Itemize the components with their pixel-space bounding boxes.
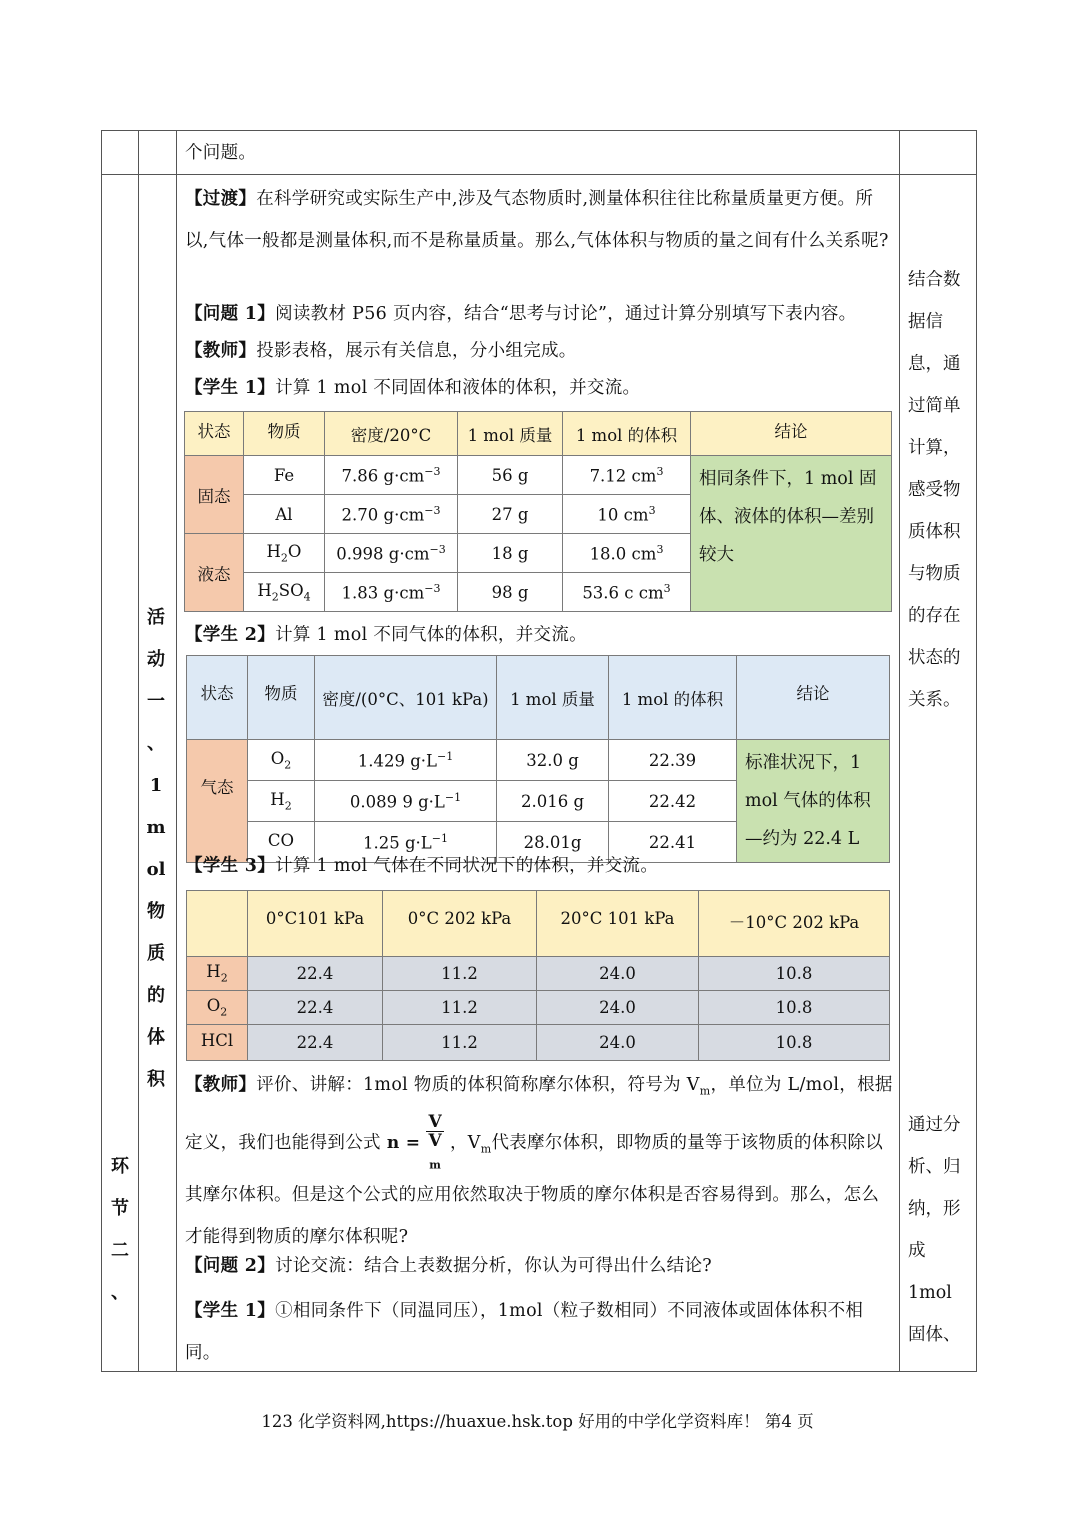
mass-cell: 56 g: [458, 456, 563, 495]
table-row: [187, 740, 890, 781]
note-line: 状态的: [908, 648, 961, 668]
table-header: 0°C 202 kPa: [383, 891, 537, 957]
mass-cell: 28.01g: [497, 822, 609, 863]
substance-cell: Al: [244, 495, 325, 534]
section-label-char: 、: [111, 1282, 129, 1303]
value-cell: 22.4: [248, 957, 383, 991]
gas-cell: $H_2$: [187, 957, 248, 991]
table-header: 密度/(0°C、101 kPa): [315, 656, 497, 740]
note-line: 结合数: [908, 270, 961, 290]
table-header: 1 mol 质量: [497, 656, 609, 740]
volume-cell: 7.12 $cm^3$: [563, 456, 691, 495]
section-label-char: 二: [111, 1240, 129, 1261]
density-cell: 7.86 $g\cdot cm^{-3}$: [325, 456, 458, 495]
teacher-explanation: 【教师】评价、讲解：1mol 物质的体积简称摩尔体积，符号为 $V_m$，单位为 L/mol，根据定义，我们也能得到公式 n = V V $_m$ ，$V_m$代表摩尔体积，即物质的量等于该物质的体积除以其摩尔体积。但是这个公式的应用依然取决于物质的摩尔体积是否容易得到。那么，怎么才能得到物质的摩尔体积呢?: [185, 1075, 893, 1247]
table-row: [185, 456, 892, 495]
design-intent-note-2: [908, 1104, 970, 1356]
note-line: 与物质: [908, 564, 961, 584]
table-header: 状态: [187, 656, 248, 740]
table-row: [187, 991, 890, 1025]
table-header-row: [187, 891, 890, 957]
volume-cell: 53.6 c $cm^3$: [563, 573, 691, 612]
value-cell: 24.0: [537, 1025, 699, 1061]
section-label-char: 环: [111, 1156, 129, 1177]
gas-volume-table: [186, 655, 890, 863]
mass-cell: 27 g: [458, 495, 563, 534]
state-cell: 固态: [185, 456, 244, 534]
section-label: [103, 1146, 137, 1314]
density-cell: 0.089 9 $g\cdot L^{-1}$: [315, 781, 497, 822]
value-cell: 10.8: [699, 1025, 890, 1061]
table-header: 密度/20°C: [325, 412, 458, 456]
activity-label-char: 质: [147, 943, 165, 964]
density-cell: 1.25 $g\cdot L^{-1}$: [315, 822, 497, 863]
table-header: 状态: [185, 412, 244, 456]
activity-label-char: 1: [149, 775, 163, 796]
solid-liquid-volume-table: [184, 411, 892, 612]
activity-label-char: 活: [147, 607, 165, 628]
state-cell: 液态: [185, 534, 244, 612]
table-header: 1 mol 的体积: [609, 656, 737, 740]
density-cell: 0.998 $g\cdot cm^{-3}$: [325, 534, 458, 573]
activity-label-char: 一: [147, 691, 165, 712]
teacher-note-1: 【教师】投影表格，展示有关信息，分小组完成。: [185, 341, 577, 361]
note-line: 成: [908, 1241, 926, 1261]
mass-cell: 18 g: [458, 534, 563, 573]
student-answer-1: 【学生 1】①相同条件下（同温同压），1mol（粒子数相同）不同液体或固体体积不相同。: [185, 1301, 864, 1363]
note-line: 质体积: [908, 522, 961, 542]
student-3-note: 【学生 3】计算 1 mol 气体在不同状况下的体积，并交流。: [185, 856, 659, 876]
table-row: [187, 1025, 890, 1061]
volume-cell: 18.0 $cm^3$: [563, 534, 691, 573]
activity-label-char: 积: [147, 1069, 165, 1090]
table-header: 0°C101 kPa: [248, 891, 383, 957]
volume-cell: 22.39: [609, 740, 737, 781]
note-line: 固体、: [908, 1325, 961, 1345]
table-header-row: [187, 656, 890, 740]
row-divider: [102, 174, 976, 175]
substance-cell: Fe: [244, 456, 325, 495]
column-divider: [899, 131, 900, 1371]
table-header: 物质: [244, 412, 325, 456]
gas-cell: HCl: [187, 1025, 248, 1061]
substance-cell: $O_2$: [248, 740, 315, 781]
volume-cell: 10 $cm^3$: [563, 495, 691, 534]
note-line: 过简单: [908, 396, 961, 416]
conclusion-cell: 标准状况下，1 mol 气体的体积—约为 22.4 L: [737, 740, 890, 863]
transition-paragraph: 【过渡】在科学研究或实际生产中,涉及气态物质时,测量体积往往比称量质量更方便。所以,气体一般都是测量体积,而不是称量质量。那么,气体体积与物质的量之间有什么关系呢?: [185, 189, 889, 251]
mass-cell: 98 g: [458, 573, 563, 612]
value-cell: 10.8: [699, 991, 890, 1025]
density-cell: 1.83 $g\cdot cm^{-3}$: [325, 573, 458, 612]
note-line: 感受物: [908, 480, 961, 500]
student-2-note: 【学生 2】计算 1 mol 不同气体的体积，并交流。: [185, 625, 587, 645]
activity-label-char: 物: [147, 901, 165, 922]
section-label-char: 节: [111, 1198, 129, 1219]
activity-label-char: 体: [147, 1027, 165, 1048]
gas-cell: $O_2$: [187, 991, 248, 1025]
activity-label-char: 动: [147, 649, 165, 670]
gas-conditions-table: [186, 890, 890, 1061]
value-cell: 22.4: [248, 991, 383, 1025]
volume-cell: 22.42: [609, 781, 737, 822]
conclusion-cell: 相同条件下，1 mol 固体、液体的体积—差别较大: [691, 456, 892, 612]
table-header: [187, 891, 248, 957]
note-line: 关系。: [908, 690, 961, 710]
value-cell: 24.0: [537, 957, 699, 991]
table-header: 1 mol 质量: [458, 412, 563, 456]
page-footer: 123 化学资料网,https://huaxue.hsk.top 好用的中学化学资料库！ 第4 页: [261, 1412, 814, 1431]
substance-cell: $H_2O$: [244, 534, 325, 573]
state-cell: 气态: [187, 740, 248, 863]
note-line: 纳，形: [908, 1199, 961, 1219]
column-divider: [176, 131, 177, 1371]
mass-cell: 32.0 g: [497, 740, 609, 781]
activity-label-char: 、: [147, 733, 165, 754]
value-cell: 10.8: [699, 957, 890, 991]
note-line: 的存在: [908, 606, 961, 626]
molar-volume-formula: n = V V $_m$: [386, 1111, 442, 1171]
activity-label-char: m: [146, 817, 166, 838]
mass-cell: 2.016 g: [497, 781, 609, 822]
activity-label-char: ol: [146, 859, 166, 880]
note-line: 1mol: [908, 1283, 952, 1303]
value-cell: 11.2: [383, 1025, 537, 1061]
design-intent-note-1: [908, 259, 970, 721]
note-line: 据信: [908, 312, 943, 332]
question-1: 【问题 1】阅读教材 P56 页内容，结合“思考与讨论”，通过计算分别填写下表内容。: [185, 304, 857, 324]
substance-cell: CO: [248, 822, 315, 863]
student-1-note: 【学生 1】计算 1 mol 不同固体和液体的体积，并交流。: [185, 378, 641, 398]
table-header: 20°C 101 kPa: [537, 891, 699, 957]
table-header: －10°C 202 kPa: [699, 891, 890, 957]
value-cell: 24.0: [537, 991, 699, 1025]
top-row-text: 个问题。: [185, 143, 257, 163]
value-cell: 11.2: [383, 957, 537, 991]
table-header: 结论: [737, 656, 890, 740]
density-cell: 1.429 $g\cdot L^{-1}$: [315, 740, 497, 781]
value-cell: 22.4: [248, 1025, 383, 1061]
table-header: 物质: [248, 656, 315, 740]
substance-cell: $H_2SO_4$: [244, 573, 325, 612]
value-cell: 11.2: [383, 991, 537, 1025]
note-line: 息，通: [908, 354, 961, 374]
volume-cell: 22.41: [609, 822, 737, 863]
density-cell: 2.70 $g\cdot cm^{-3}$: [325, 495, 458, 534]
activity-label: [139, 597, 173, 1101]
table-header: 1 mol 的体积: [563, 412, 691, 456]
table-row: [187, 957, 890, 991]
note-line: 析、归: [908, 1157, 961, 1177]
table-header-row: [185, 412, 892, 456]
substance-cell: $H_2$: [248, 781, 315, 822]
question-2: 【问题 2】讨论交流：结合上表数据分析，你认为可得出什么结论?: [185, 1256, 712, 1276]
table-header: 结论: [691, 412, 892, 456]
note-line: 计算，: [908, 438, 961, 458]
activity-label-char: 的: [147, 985, 165, 1006]
note-line: 通过分: [908, 1115, 961, 1135]
